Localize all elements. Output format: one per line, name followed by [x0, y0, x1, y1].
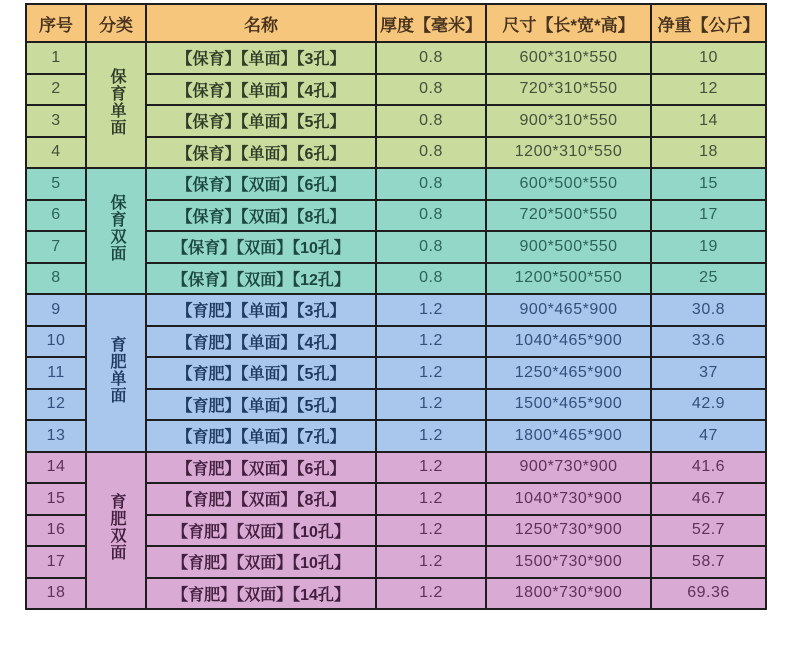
header-cell-category: 分类 — [86, 4, 146, 42]
category-cell — [86, 42, 146, 168]
weight-cell: 33.6 — [651, 326, 766, 358]
thickness-cell: 1.2 — [376, 515, 486, 547]
name-cell: 【育肥】【单面】【3孔】 — [146, 294, 376, 326]
size-cell: 720*310*550 — [486, 74, 651, 106]
thickness-cell: 1.2 — [376, 357, 486, 389]
name-cell: 【育肥】【双面】【6孔】 — [146, 452, 376, 484]
row-number-cell: 17 — [26, 546, 86, 578]
table-row — [26, 294, 766, 326]
weight-cell: 14 — [651, 105, 766, 137]
weight-cell: 37 — [651, 357, 766, 389]
thickness-cell: 1.2 — [376, 326, 486, 358]
category-vertical-label: 育肥双面 — [108, 493, 125, 562]
name-cell: 【保育】【单面】【6孔】 — [146, 137, 376, 169]
size-cell: 1040*465*900 — [486, 326, 651, 358]
category-vertical-label: 育肥单面 — [108, 335, 125, 404]
header-cell-weight: 净重【公斤】 — [651, 4, 766, 42]
weight-cell: 46.7 — [651, 483, 766, 515]
size-cell: 900*465*900 — [486, 294, 651, 326]
name-cell: 【育肥】【双面】【10孔】 — [146, 546, 376, 578]
weight-cell: 47 — [651, 420, 766, 452]
header-cell-no: 序号 — [26, 4, 86, 42]
category-cell — [86, 168, 146, 294]
row-number-cell: 14 — [26, 452, 86, 484]
weight-cell: 41.6 — [651, 452, 766, 484]
name-cell: 【保育】【双面】【12孔】 — [146, 263, 376, 295]
header-cell-thickness: 厚度【毫米】 — [376, 4, 486, 42]
header-cell-size: 尺寸【长*宽*高】 — [486, 4, 651, 42]
name-cell: 【育肥】【单面】【5孔】 — [146, 357, 376, 389]
row-number-cell: 12 — [26, 389, 86, 421]
weight-cell: 42.9 — [651, 389, 766, 421]
category-vertical-label: 保育双面 — [108, 194, 125, 262]
row-number-cell: 10 — [26, 326, 86, 358]
thickness-cell: 0.8 — [376, 42, 486, 74]
thickness-cell: 0.8 — [376, 137, 486, 169]
table-row — [26, 42, 766, 74]
thickness-cell: 1.2 — [376, 483, 486, 515]
row-number-cell: 2 — [26, 74, 86, 106]
row-number-cell: 9 — [26, 294, 86, 326]
row-number-cell: 16 — [26, 515, 86, 547]
row-number-cell: 7 — [26, 231, 86, 263]
header-row — [26, 4, 766, 42]
table-row — [26, 168, 766, 200]
size-cell: 1250*465*900 — [486, 357, 651, 389]
size-cell: 1500*465*900 — [486, 389, 651, 421]
product-spec-table — [25, 3, 767, 610]
thickness-cell: 1.2 — [376, 420, 486, 452]
weight-cell: 10 — [651, 42, 766, 74]
weight-cell: 17 — [651, 200, 766, 232]
name-cell: 【育肥】【单面】【7孔】 — [146, 420, 376, 452]
size-cell: 1200*500*550 — [486, 263, 651, 295]
name-cell: 【保育】【单面】【3孔】 — [146, 42, 376, 74]
category-cell — [86, 294, 146, 452]
thickness-cell: 1.2 — [376, 578, 486, 610]
thickness-cell: 0.8 — [376, 105, 486, 137]
size-cell: 1500*730*900 — [486, 546, 651, 578]
size-cell: 1800*730*900 — [486, 578, 651, 610]
row-number-cell: 8 — [26, 263, 86, 295]
row-number-cell: 18 — [26, 578, 86, 610]
weight-cell: 58.7 — [651, 546, 766, 578]
thickness-cell: 0.8 — [376, 231, 486, 263]
weight-cell: 25 — [651, 263, 766, 295]
row-number-cell: 15 — [26, 483, 86, 515]
size-cell: 1200*310*550 — [486, 137, 651, 169]
name-cell: 【育肥】【单面】【4孔】 — [146, 326, 376, 358]
name-cell: 【保育】【双面】【6孔】 — [146, 168, 376, 200]
thickness-cell: 1.2 — [376, 452, 486, 484]
thickness-cell: 0.8 — [376, 200, 486, 232]
thickness-cell: 1.2 — [376, 546, 486, 578]
size-cell: 1250*730*900 — [486, 515, 651, 547]
size-cell: 900*500*550 — [486, 231, 651, 263]
weight-cell: 19 — [651, 231, 766, 263]
size-cell: 600*500*550 — [486, 168, 651, 200]
weight-cell: 69.36 — [651, 578, 766, 610]
row-number-cell: 3 — [26, 105, 86, 137]
weight-cell: 30.8 — [651, 294, 766, 326]
name-cell: 【保育】【双面】【8孔】 — [146, 200, 376, 232]
thickness-cell: 0.8 — [376, 168, 486, 200]
category-vertical-label: 保育单面 — [108, 68, 125, 136]
table-body — [26, 42, 766, 609]
name-cell: 【育肥】【单面】【5孔】 — [146, 389, 376, 421]
row-number-cell: 4 — [26, 137, 86, 169]
name-cell: 【育肥】【双面】【14孔】 — [146, 578, 376, 610]
weight-cell: 18 — [651, 137, 766, 169]
name-cell: 【育肥】【双面】【10孔】 — [146, 515, 376, 547]
row-number-cell: 1 — [26, 42, 86, 74]
size-cell: 1800*465*900 — [486, 420, 651, 452]
category-cell — [86, 452, 146, 610]
size-cell: 900*310*550 — [486, 105, 651, 137]
thickness-cell: 0.8 — [376, 74, 486, 106]
row-number-cell: 5 — [26, 168, 86, 200]
name-cell: 【育肥】【双面】【8孔】 — [146, 483, 376, 515]
weight-cell: 52.7 — [651, 515, 766, 547]
header-cell-name: 名称 — [146, 4, 376, 42]
row-number-cell: 13 — [26, 420, 86, 452]
name-cell: 【保育】【单面】【4孔】 — [146, 74, 376, 106]
thickness-cell: 0.8 — [376, 263, 486, 295]
size-cell: 900*730*900 — [486, 452, 651, 484]
weight-cell: 15 — [651, 168, 766, 200]
size-cell: 720*500*550 — [486, 200, 651, 232]
name-cell: 【保育】【双面】【10孔】 — [146, 231, 376, 263]
row-number-cell: 11 — [26, 357, 86, 389]
thickness-cell: 1.2 — [376, 294, 486, 326]
thickness-cell: 1.2 — [376, 389, 486, 421]
name-cell: 【保育】【单面】【5孔】 — [146, 105, 376, 137]
size-cell: 1040*730*900 — [486, 483, 651, 515]
row-number-cell: 6 — [26, 200, 86, 232]
table-row — [26, 452, 766, 484]
size-cell: 600*310*550 — [486, 42, 651, 74]
weight-cell: 12 — [651, 74, 766, 106]
